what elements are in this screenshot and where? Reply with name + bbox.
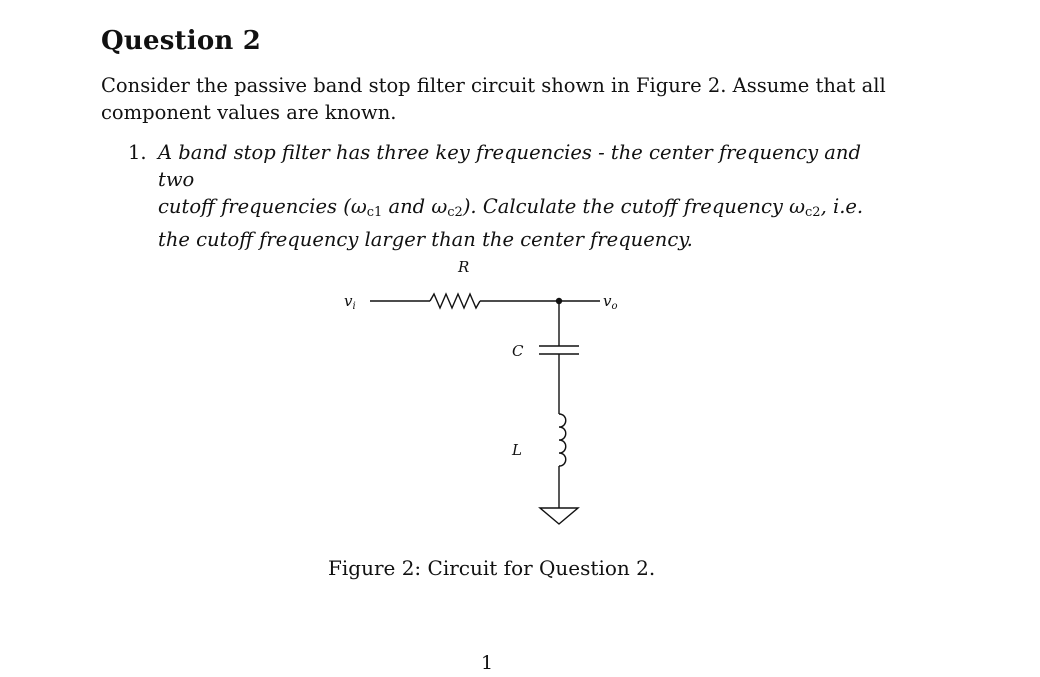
output-label: $v_o$ [603,292,618,312]
subscript-c2: c2 [447,205,463,220]
capacitor-label: C [512,342,524,360]
subscript-c2: c2 [805,205,821,220]
output-node [556,298,562,304]
item-text [158,139,888,253]
inductor-symbol [559,414,566,466]
subscript-c1: c1 [366,205,383,220]
item-number: 1. [128,141,147,164]
item-line-2b: ). Calculate the cutoff frequency [462,195,790,218]
resistor-label: R [458,258,470,276]
item-line-1: A band stop filter has three key frequencies - the center frequency and two [158,141,861,191]
omega-symbol: ω [789,195,805,218]
inductor-label: L [512,441,522,459]
omega-symbol: ω [350,195,367,218]
and-word: and [382,195,432,218]
question-intro [101,72,901,126]
item-line-3: the cutoff frequency larger than the center frequency. [158,228,693,251]
input-label: $v_i$ [344,292,356,312]
page-number: 1 [481,652,494,674]
question-heading: Question 2 [101,26,262,56]
question-item-1 [128,139,888,253]
intro-line-1: Consider the passive band stop filter circuit shown in Figure 2. Assume that all [101,74,886,97]
circuit-diagram [330,250,650,540]
item-line-2a: cutoff frequencies ( [158,195,351,218]
ground-symbol [540,508,578,524]
figure-caption: Figure 2: Circuit for Question 2. [328,556,656,580]
item-line-2c: , i.e. [820,195,864,218]
intro-line-2: component values are known. [101,101,397,124]
resistor-symbol [430,294,480,308]
omega-symbol: ω [431,195,448,218]
